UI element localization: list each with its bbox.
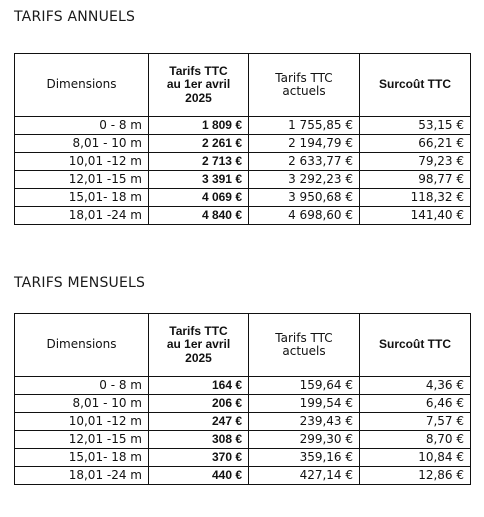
cell-surcharge: 12,86 € <box>360 467 471 485</box>
table-row <box>15 171 471 189</box>
cell-current-price: 299,30 € <box>249 431 360 449</box>
cell-surcharge: 7,57 € <box>360 413 471 431</box>
header-surcharge: Surcoût TTC <box>360 54 471 117</box>
cell-new-price: 440 € <box>149 467 249 485</box>
cell-dimensions: 12,01 -15 m <box>15 171 149 189</box>
table-row <box>15 135 471 153</box>
cell-dimensions: 15,01- 18 m <box>15 189 149 207</box>
cell-new-price: 3 391 € <box>149 171 249 189</box>
header-current-price: Tarifs TTC actuels <box>249 54 360 117</box>
cell-new-price: 2 261 € <box>149 135 249 153</box>
cell-dimensions: 8,01 - 10 m <box>15 395 149 413</box>
cell-dimensions: 15,01- 18 m <box>15 449 149 467</box>
cell-surcharge: 4,36 € <box>360 377 471 395</box>
cell-new-price: 308 € <box>149 431 249 449</box>
cell-surcharge: 141,40 € <box>360 207 471 225</box>
table-row <box>15 449 471 467</box>
cell-current-price: 359,16 € <box>249 449 360 467</box>
cell-surcharge: 98,77 € <box>360 171 471 189</box>
table-row <box>15 117 471 135</box>
header-new-price: Tarifs TTC au 1er avril 2025 <box>149 54 249 117</box>
header-new-price: Tarifs TTC au 1er avril 2025 <box>149 314 249 377</box>
header-dimensions: Dimensions <box>15 54 149 117</box>
cell-current-price: 239,43 € <box>249 413 360 431</box>
cell-surcharge: 6,46 € <box>360 395 471 413</box>
monthly-tariff-table <box>14 313 471 485</box>
table-row <box>15 377 471 395</box>
header-current-price: Tarifs TTC actuels <box>249 314 360 377</box>
header-surcharge: Surcoût TTC <box>360 314 471 377</box>
cell-current-price: 3 292,23 € <box>249 171 360 189</box>
cell-surcharge: 8,70 € <box>360 431 471 449</box>
table-row <box>15 413 471 431</box>
cell-current-price: 2 633,77 € <box>249 153 360 171</box>
cell-surcharge: 79,23 € <box>360 153 471 171</box>
cell-current-price: 4 698,60 € <box>249 207 360 225</box>
cell-dimensions: 10,01 -12 m <box>15 153 149 171</box>
cell-new-price: 1 809 € <box>149 117 249 135</box>
annual-tariff-table <box>14 53 471 225</box>
table-row <box>15 395 471 413</box>
cell-new-price: 370 € <box>149 449 249 467</box>
table-header-row <box>15 314 471 377</box>
table-row <box>15 207 471 225</box>
cell-new-price: 247 € <box>149 413 249 431</box>
table-row <box>15 189 471 207</box>
cell-surcharge: 53,15 € <box>360 117 471 135</box>
cell-dimensions: 0 - 8 m <box>15 117 149 135</box>
cell-current-price: 159,64 € <box>249 377 360 395</box>
cell-surcharge: 10,84 € <box>360 449 471 467</box>
table-row <box>15 431 471 449</box>
cell-new-price: 4 069 € <box>149 189 249 207</box>
cell-new-price: 206 € <box>149 395 249 413</box>
cell-current-price: 3 950,68 € <box>249 189 360 207</box>
cell-new-price: 2 713 € <box>149 153 249 171</box>
cell-current-price: 1 755,85 € <box>249 117 360 135</box>
cell-new-price: 164 € <box>149 377 249 395</box>
annual-section-title: TARIFS ANNUELS <box>14 9 136 25</box>
cell-surcharge: 118,32 € <box>360 189 471 207</box>
cell-new-price: 4 840 € <box>149 207 249 225</box>
header-dimensions: Dimensions <box>15 314 149 377</box>
cell-dimensions: 0 - 8 m <box>15 377 149 395</box>
table-row <box>15 153 471 171</box>
cell-dimensions: 10,01 -12 m <box>15 413 149 431</box>
cell-surcharge: 66,21 € <box>360 135 471 153</box>
cell-current-price: 427,14 € <box>249 467 360 485</box>
cell-dimensions: 8,01 - 10 m <box>15 135 149 153</box>
cell-current-price: 2 194,79 € <box>249 135 360 153</box>
cell-dimensions: 18,01 -24 m <box>15 467 149 485</box>
cell-current-price: 199,54 € <box>249 395 360 413</box>
monthly-section-title: TARIFS MENSUELS <box>14 275 146 291</box>
table-header-row <box>15 54 471 117</box>
cell-dimensions: 18,01 -24 m <box>15 207 149 225</box>
cell-dimensions: 12,01 -15 m <box>15 431 149 449</box>
table-row <box>15 467 471 485</box>
